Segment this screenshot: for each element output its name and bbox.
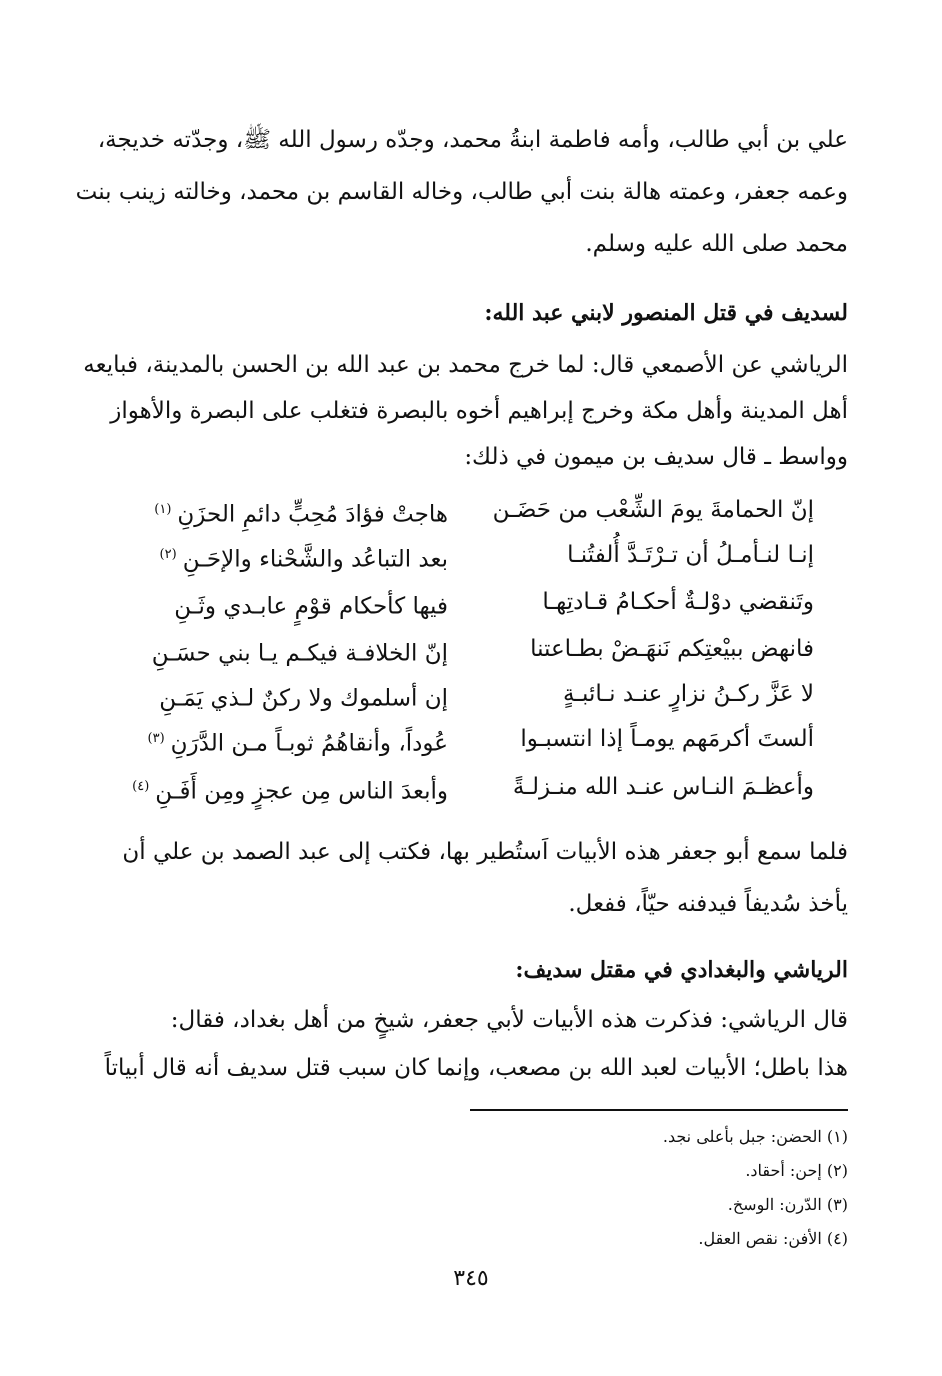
footnote-ref: (١) xyxy=(154,502,172,517)
text-line: هذا باطل؛ الأبيات لعبد الله بن مصعب، وإنما كان سبب قتل سديف أنه قال أبياتاً xyxy=(104,1055,848,1081)
verse-second-hemistich xyxy=(132,764,448,815)
hemistich-text: عُوداً، وأنقاهُمُ ثوبـاً مـن الدَّرَنِ xyxy=(170,730,448,757)
narration-paragraph xyxy=(83,342,848,480)
text-line: وعمه جعفر، وعمته هالة بنت أبي طالب، وخاله القاسم بن محمد، وخالته زينب بنت xyxy=(75,179,848,205)
verse-second-hemistich xyxy=(138,579,448,630)
verse-line xyxy=(96,579,848,625)
footnote-ref: (٤) xyxy=(132,779,150,794)
text-line: فلما سمع أبو جعفر هذه الأبيات اَستُطير بها، فكتب إلى عبد الصمد بن علي أن xyxy=(122,839,848,865)
verse-first-hemistich: إنّ الحمامةَ يومَ الشِّعْب من حَضَـن xyxy=(492,497,814,523)
page-number: ٣٤٥ xyxy=(453,1266,489,1291)
footnote-ref: (٣) xyxy=(147,731,165,746)
verse-first-hemistich: وتَنقضي دوْلـةٌ أحكـامُ قـادتِهـا xyxy=(542,589,814,615)
footnote-4: (٤) الأفن: نقص العقل. xyxy=(698,1229,848,1248)
footnote-ref: (٢) xyxy=(159,547,177,562)
text-line: يأخذ سُديفاً فيدفنه حيّاً، ففعل. xyxy=(568,891,848,917)
hemistich-text: إن أسلموك ولا ركنٌ لـذي يَمَـنِ xyxy=(159,685,448,712)
footnote-2: (٢) إحن: أحقاد. xyxy=(745,1161,848,1180)
hemistich-text: هاجتْ فؤادَ مُحِبٍّ دائمِ الحزَنِ xyxy=(177,501,448,528)
section-heading-riyashi: الرياشي والبغدادي في مقتل سديف: xyxy=(515,957,848,983)
text-line: قال الرياشي: فذكرت هذه الأبيات لأبي جعفر، شيخٍ من أهل بغداد، فقال: xyxy=(170,1007,848,1033)
text-line: الرياشي عن الأصمعي قال: لما خرج محمد بن عبد الله بن الحسن بالمدينة، فبايعه xyxy=(83,352,848,378)
footnote-divider xyxy=(470,1109,848,1111)
verse-second-hemistich xyxy=(138,532,448,583)
hemistich-text: وأبعدَ الناس مِن عجزٍ ومِن أَفَـنِ xyxy=(155,778,448,805)
text-line: وواسط ـ قال سديف بن ميمون في ذلك: xyxy=(464,444,848,470)
riyashi-paragraph xyxy=(96,996,848,1092)
hemistich-text: فيها كأحكام قوْمٍ عابـدي وثَـنِ xyxy=(174,593,448,620)
verse-line xyxy=(96,671,848,717)
verse-line xyxy=(96,626,848,672)
aftermath-paragraph xyxy=(96,826,848,930)
verse-line xyxy=(96,487,848,533)
verse-line xyxy=(96,716,848,762)
footnote-3: (٣) الدّرن: الوسخ. xyxy=(727,1195,848,1214)
hemistich-text: بعد التباعُد والشَّحْناء والإحَـنِ xyxy=(182,546,448,573)
text-line: علي بن أبي طالب، وأمه فاطمة ابنةُ محمد، وجدّه رسول الله ﷺ، وجدّته خديجة، xyxy=(97,127,848,153)
verse-line xyxy=(96,764,848,810)
verse-line xyxy=(96,532,848,578)
text-line: أهل المدينة وأهل مكة وخرج إبراهيم أخوه بالبصرة فتغلب على البصرة والأهواز xyxy=(110,398,848,424)
hemistich-text: إنّ الخلافـة فيكـم يـا بني حسَـنِ xyxy=(151,640,448,667)
verse-first-hemistich: فانهض ببيْعتِكم نَنهَـضْ بطـاعتنا xyxy=(530,636,814,662)
verse-second-hemistich xyxy=(138,487,448,538)
section-heading-sudayf: لسديف في قتل المنصور لابني عبد الله: xyxy=(484,300,848,326)
intro-paragraph xyxy=(75,114,848,270)
text-line: محمد صلى الله عليه وسلم. xyxy=(585,231,848,257)
verse-first-hemistich: وأعظـمَ النـاس عنـد الله منـزلـةً xyxy=(512,774,814,800)
verse-first-hemistich: ألستَ أكرمَهم يومـاً إذا انتسبـوا xyxy=(520,726,814,752)
verse-second-hemistich xyxy=(138,716,448,767)
verse-second-hemistich xyxy=(138,626,448,677)
verse-first-hemistich: لا عَزَّ ركـنُ نزارٍ عنـد نـائبـةٍ xyxy=(562,681,814,707)
verse-first-hemistich: إنـا لنـأمـلُ أن تـرْتَـدَّ أُلفتُنـا xyxy=(567,542,814,568)
footnote-1: (١) الحضن: جبل بأعلى نجد. xyxy=(662,1127,848,1146)
verse-second-hemistich xyxy=(138,671,448,722)
